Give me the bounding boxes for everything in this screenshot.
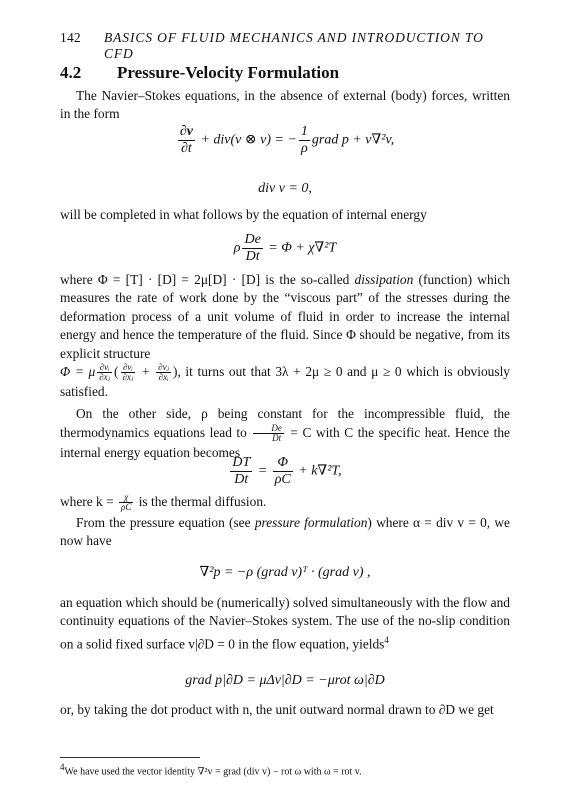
paragraph-text: ) where α = div v = 0, we now have [60, 515, 511, 549]
paragraph-energy [60, 206, 510, 224]
footnote-number: 4 [60, 762, 65, 772]
equation-text: = Φ + χ∇²T [264, 240, 337, 256]
fraction [97, 363, 112, 382]
equation-text: + [137, 364, 155, 379]
paragraph-intro [60, 87, 510, 124]
denominator: ∂xⱼ [99, 372, 111, 383]
fraction [121, 363, 136, 382]
fraction [242, 232, 262, 265]
denominator: ρ [301, 141, 308, 156]
denominator: ∂xᵢ [158, 372, 169, 383]
equation-text: ρ [233, 240, 241, 256]
emphasized-term: pressure formulation [254, 515, 368, 530]
pressure-gradient-boundary-equation: grad p|∂D = μΔv|∂D = −μrot ω|∂D [185, 673, 385, 688]
paragraph-normal [60, 701, 510, 719]
paragraph-text: will be completed in what follows by the equation of internal energy [60, 207, 427, 222]
equation-text: grad p + ν∇²v, [311, 132, 395, 148]
denominator: ∂xⱼ [122, 372, 134, 383]
paragraph-dissipation-formula [60, 362, 510, 402]
paragraph-text: (function) which measures the rate of work done by the “viscous part” of the stresses during the deformation process of a unit volume of fluid in order to increase the internal energy and hence the temperature of the fluid. Since Φ should be negative, from its explicit structure [60, 272, 511, 361]
running-title: BASICS OF FLUID MECHANICS AND INTRODUCTION TO CFD [104, 30, 484, 61]
equation-text: ) [172, 364, 178, 379]
numerator: ∂vᵢ [121, 363, 136, 373]
equation-text: = [254, 463, 271, 479]
fraction [253, 424, 284, 443]
numerator: ∂v [179, 124, 193, 139]
denominator: Dt [272, 433, 282, 444]
paragraph-text: = C with C the specific heat. Hence the internal energy equation becomes [60, 425, 510, 461]
fraction [230, 455, 252, 488]
paragraph-text: where Φ = [T] · [D] = 2μ[D] · [D] is the so-called [60, 272, 355, 287]
paragraph-text: The Navier–Stokes equations, in the absence of external (body) forces, written in the form [60, 88, 510, 122]
denominator: ρC [274, 472, 291, 487]
paragraph-text: an equation which should be (numerically) solved simultaneously with the flow and continuity equations of the Navier–Stokes system. The use of the no-slip condition on a solid fixed surface v|∂D = 0 in the flow equation, yields [60, 595, 510, 652]
paragraph-text: is the thermal diffusion. [135, 494, 267, 509]
numerator: 1 [300, 124, 308, 139]
numerator: Φ [273, 455, 293, 472]
footnote-text: We have used the vector identity ∇²v = grad (div v) − rot ω with ω = rot v. [64, 766, 362, 778]
numerator: χ [119, 493, 133, 503]
emphasized-term: dissipation [354, 272, 414, 287]
running-header [60, 30, 510, 61]
fraction [156, 363, 171, 382]
paragraph-incompressible [60, 404, 510, 462]
paragraph-text: From the pressure equation (see [76, 515, 255, 530]
footnote [60, 762, 520, 777]
numerator: De [253, 424, 284, 434]
paragraph-thermal-diffusion [60, 492, 510, 512]
equation-text: + div(v ⊗ v) = − [196, 132, 297, 148]
paragraph-pressure [60, 514, 510, 551]
fraction [119, 493, 133, 512]
continuity-equation: div v = 0, [258, 181, 312, 196]
pressure-poisson-equation: ∇²p = −ρ (grad v)ᵀ · (grad v) , [199, 565, 371, 580]
paragraph-text: On the other side, ρ being constant for the incompressible fluid, the thermodynamics equations lead to [60, 406, 510, 440]
denominator: ∂t [180, 141, 192, 156]
paragraph-text: or, by taking the dot product with n, the unit outward normal drawn to ∂D we get [60, 702, 494, 717]
paragraph-dissipation [60, 271, 510, 363]
numerator: DT [232, 455, 251, 470]
section-title: Pressure-Velocity Formulation [117, 63, 340, 82]
footnote-divider [60, 757, 200, 758]
equation-text: Φ = μ [60, 364, 96, 379]
energy-equation [60, 232, 510, 265]
paragraph-no-slip [60, 594, 510, 654]
denominator: ρC [121, 502, 132, 513]
section-number: 4.2 [60, 63, 82, 82]
numerator: ∂vᵢ [97, 363, 112, 373]
equation-text: + k∇²T, [294, 463, 342, 479]
fraction [299, 124, 310, 157]
footnote-marker: 4 [384, 634, 389, 645]
numerator: ∂vⱼ [158, 362, 169, 373]
fraction [178, 124, 195, 157]
denominator: Dt [234, 472, 249, 487]
denominator: Dt [245, 249, 260, 264]
section-heading [60, 63, 339, 83]
paragraph-text: where k = [60, 494, 118, 509]
temperature-equation [60, 455, 510, 488]
fraction [273, 455, 293, 488]
numerator: De [244, 232, 261, 247]
paragraph-text: , it turns out that 3λ + 2μ ≥ 0 and μ ≥ 0 which is obviously satisfied. [60, 364, 510, 400]
navier-stokes-equation [60, 124, 510, 157]
equation-text: ( [114, 364, 119, 379]
page-number: 142 [60, 30, 81, 45]
